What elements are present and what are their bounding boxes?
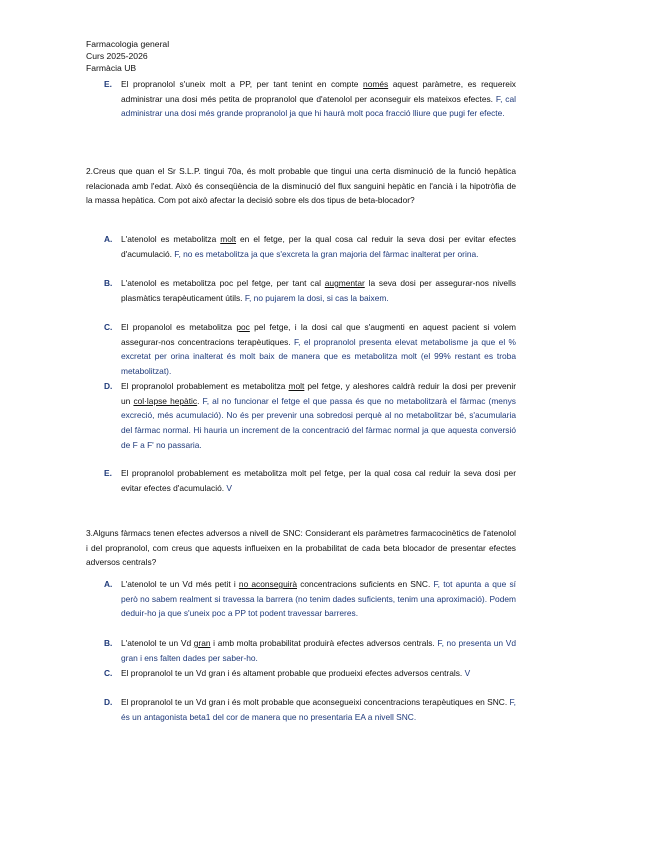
document-header (86, 38, 169, 74)
answer-note: F, el propranolol presenta elevat metabolisme ja que el % excretat per orina inalterat és molt baix de manera que es metabolitza molt (el 99% restant es troba metabolitzat). (121, 336, 516, 377)
option-text: L'atenolol es metabolitza molt en el fetge, per la qual cosa cal reduir la seva dosi per evitar efectes d'acumulació. F, no es metabolitza ja que s'excreta la gran majoria del fàrmac inalterat per orina. (121, 234, 516, 259)
option-text: L'atenolol te un Vd gran i amb molta probabilitat produirà efectes adversos centrals. F, no presenta un Vd gran i ens falten dades per saber-ho. (121, 638, 516, 663)
answer-note: F, cal administrar una dosi més grande propranolol ja que hi haurà molt poca fracció lliure que pugi fer efecte. (121, 93, 516, 119)
question-3: 3.Alguns fàrmacs tenen efectes adversos a nivell de SNC: Considerant els paràmetres farmacocinètics de l'atenolol i del propranolol, com creus que aquests influeixen en la probabilitat de cada beta blocador de presentar efectes adversos centrals? (86, 528, 516, 568)
q3-option-b: B. L'atenolol te un Vd gran i amb molta probabilitat produirà efectes adversos centrals. F, no presenta un Vd gran i ens falten dades per saber-ho. (104, 636, 516, 665)
answer-note: F, al no funcionar el fetge el que passa és que no metabolitzarà el fàrmac (menys excreció, més acumulació). No és per prevenir una sobredosi perquè al no metabolitzar bé, s'acumularia del fàrmac normal. Hi hauria un increment de la concentració del fàrmac normal ja que aquesta conversió de F a F' no passaria. (121, 395, 516, 450)
course-title: Farmacologia general (86, 39, 170, 49)
q2-option-d: D. El propranolol probablement es metabolitza molt pel fetge, y aleshores caldrà reduir la dosi per prevenir un col·lapse hepàtic. F, al no funcionar el fetge el que passa és que no metabolitzarà el fàrmac (menys excreció, més acumulació). No és per prevenir una sobredosi perquè al no metabolitzar bé, s'acumularia del fàrmac normal. Hi hauria un increment de la concentració del fàrmac normal ja que aquesta conversió de F a F' no passaria. (104, 379, 516, 453)
q3-option-c: C. El propranolol te un Vd gran i és altament probable que produeixi efectes adversos centrals. V (104, 666, 516, 681)
answer-note: V (464, 668, 471, 678)
answer-note: F, no es metabolitza ja que s'excreta la gran majoria del fàrmac inalterat per orina. (174, 248, 479, 259)
option-text: El propranolol s'uneix molt a PP, per tant tenint en compte només aquest paràmetre, es requereix administrar una dosi més petita de propranolol que d'atenolol per aconseguir els mateixos efectes. F, cal administrar una dosi més grande propranolol ja que hi haurà molt poca fracció lliure que pugi fer efecte. (121, 79, 516, 119)
answer-note: F, no presenta un Vd gran i ens falten dades per saber-ho. (121, 638, 516, 663)
answer-note: V (226, 482, 233, 493)
q2-option-a: A. L'atenolol es metabolitza molt en el fetge, per la qual cosa cal reduir la seva dosi per evitar efectes d'acumulació. F, no es metabolitza ja que s'excreta la gran majoria del fàrmac inalterat per orina. (104, 232, 516, 261)
option-text: El propranolol te un Vd gran i és altament probable que produeixi efectes adversos centrals. V (121, 668, 471, 678)
option-text: El propranolol probablement es metabolitza molt pel fetge, y aleshores caldrà reduir la dosi per prevenir un col·lapse hepàtic. F, al no funcionar el fetge el que passa és que no metabolitzarà el fàrmac (menys excreció, més acumulació). No és per prevenir una sobredosi perquè al no metabolitzar bé, s'acumularia del fàrmac normal. Hi hauria un increment de la concentració del fàrmac normal ja que aquesta conversió de F a F' no passaria. (121, 381, 516, 450)
q3-option-a: A. L'atenolol te un Vd més petit i no aconseguirà concentracions suficients en SNC. F, tot apunta a que sí però no sabem realment si travessa la barrera (no tenim dades suficients, tenim una aproximació). Podem deduir-ho ja que s'uneix poc a PP tot podent travessar barreres. (104, 577, 516, 621)
option-text: L'atenolol te un Vd més petit i no aconseguirà concentracions suficients en SNC. F, tot apunta a que sí però no sabem realment si travessa la barrera (no tenim dades suficients, tenim una aproximació). Podem deduir-ho ja que s'uneix poc a PP tot podent travessar barreres. (121, 579, 516, 619)
option-letter: E. (104, 79, 112, 89)
q3-option-d: D. El propranolol te un Vd gran i és molt probable que aconsegueixi concentracions terapèutiques en SNC. F, és un antagonista beta1 del cor de manera que no presentaria EA a nivell SNC. (104, 695, 516, 724)
answer-note: F, tot apunta a que sí però no sabem realment si travessa la barrera (no tenim dades suficients, tenim una aproximació). Podem deduir-ho ja que s'uneix poc a PP tot podent travessar barreres. (121, 579, 516, 619)
answer-note: F, no pujarem la dosi, si cas la baixem. (244, 292, 389, 303)
course-year: Curs 2025-2026 (86, 51, 148, 61)
q2-option-c: C. El propanolol es metabolitza poc pel fetge, i la dosi cal que s'augmenti en aquest pacient si volem assegurar-nos concentracions terapèutiques. F, el propranolol presenta elevat metabolisme ja que el % excretat per orina inalterat és molt baix de manera que es metabolitza molt (el 99% restant es troba metabolitzat). (104, 320, 516, 379)
faculty: Farmàcia UB (86, 63, 137, 73)
q2-option-b: B. L'atenolol es metabolitza poc pel fetge, per tant cal augmentar la seva dosi per assegurar-nos nivells plasmàtics terapèuticament útils. F, no pujarem la dosi, si cas la baixem. (104, 276, 516, 305)
q2-option-e: E. El propranolol probablement es metabolitza molt pel fetge, per la qual cosa cal reduir la seva dosi per evitar efectes d'acumulació. V (104, 466, 516, 495)
option-text: El propranolol te un Vd gran i és molt probable que aconsegueixi concentracions terapèutiques en SNC. F, és un antagonista beta1 del cor de manera que no presentaria EA a nivell SNC. (121, 697, 516, 722)
option-text: El propranolol probablement es metabolitza molt pel fetge, per la qual cosa cal reduir la seva dosi per evitar efectes d'acumulació. V (121, 468, 516, 493)
q1-option-e (104, 77, 516, 121)
answer-note: F, és un antagonista beta1 del cor de manera que no presentaria EA a nivell SNC. (121, 697, 516, 722)
option-text: L'atenolol es metabolitza poc pel fetge, per tant cal augmentar la seva dosi per assegurar-nos nivells plasmàtics terapèuticament útils. F, no pujarem la dosi, si cas la baixem. (121, 278, 516, 303)
option-text: El propanolol es metabolitza poc pel fetge, i la dosi cal que s'augmenti en aquest pacient si volem assegurar-nos concentracions terapèutiques. F, el propranolol presenta elevat metabolisme ja que el % excretat per orina inalterat és molt baix de manera que es metabolitza molt (el 99% restant es troba metabolitzat). (121, 322, 516, 377)
question-2: 2.Creus que quan el Sr S.L.P. tingui 70a, és molt probable que tingui una certa disminució de la funció hepàtica relacionada amb l'edat. Això és conseqüència de la disminució del flux sanguini hepàtic en l'ancià i la hipotròfia de la massa hepàtica. Com pot això afectar la decisió sobre els dos tipus de beta-blocador? (86, 166, 516, 206)
